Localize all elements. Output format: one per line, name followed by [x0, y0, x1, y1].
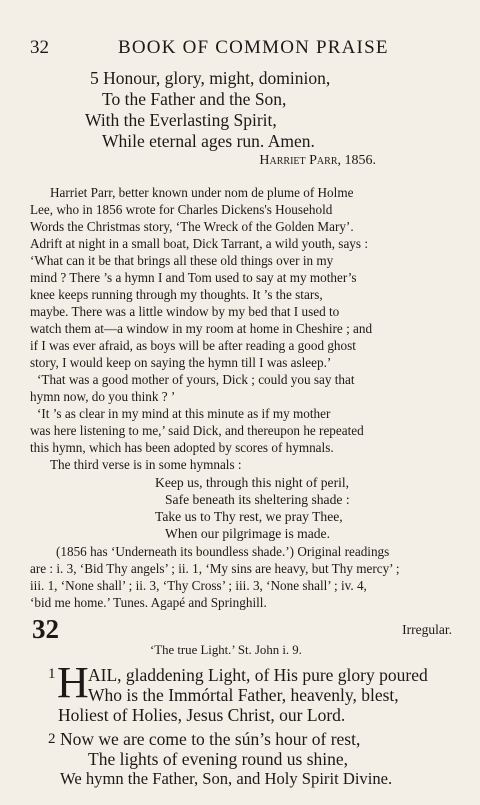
note-line: Adrift at night in a small boat, Dick Tarrant, a wild youth, says :: [30, 236, 368, 251]
quoted-verse-line: Keep us, through this night of peril,: [155, 475, 350, 490]
readings-line: (1856 has ‘Underneath its boundless shade.’) Original readings: [56, 544, 390, 559]
hymn-epigraph: ‘The true Light.’ St. John i. 9.: [150, 643, 302, 657]
hymn-line: The lights of evening round us shine,: [88, 749, 349, 769]
prev-hymn-line: With the Everlasting Spirit,: [85, 110, 277, 130]
note-line: watch them at—a window in my room at home in Cheshire ; and: [30, 321, 373, 336]
note-line: maybe. There was a little window by my bed that I used to: [30, 304, 340, 319]
hymn-line: Who is the Immórtal Father, heavenly, blest,: [88, 685, 399, 705]
note-line: ‘What can it be that brings all these old things over in my: [30, 253, 334, 268]
note-line: Harriet Parr, better known under nom de plume of Holme: [50, 185, 354, 200]
note-line: knee keeps running through my thoughts. It ’s the stars,: [30, 287, 323, 302]
prev-hymn-line: To the Father and the Son,: [102, 89, 287, 109]
hymn-line: Now we are come to the sún’s hour of rest,: [60, 729, 361, 749]
note-line: was here listening to me,’ said Dick, and thereupon he repeated: [30, 423, 364, 438]
hymn-meter: Irregular.: [402, 622, 452, 637]
note-line: hymn now, do you think ? ’: [30, 389, 176, 404]
page-number: 32: [30, 37, 49, 58]
note-line: Words the Christmas story, ‘The Wreck of the Golden Mary’.: [30, 219, 354, 234]
note-line: ‘That was a good mother of yours, Dick ; could you say that: [37, 372, 355, 387]
drop-cap: H: [57, 658, 89, 707]
note-line: this hymn, which has been adopted by scores of hymnals.: [30, 440, 334, 455]
note-line: if I was ever afraid, as boys will be after reading a good ghost: [30, 338, 356, 353]
hymn-line: We hymn the Father, Son, and Holy Spirit Divine.: [60, 769, 393, 788]
prev-hymn-line: 5 Honour, glory, might, dominion,: [90, 68, 331, 88]
hymn-line: Holiest of Holies, Jesus Christ, our Lord.: [58, 705, 346, 725]
note-line: mind ? There ’s a hymn I and Tom used to say at my mother’s: [30, 270, 357, 285]
note-line: Lee, who in 1856 wrote for Charles Dickens's Household: [30, 202, 333, 217]
readings-line: iii. 1, ‘None shall’ ; ii. 3, ‘Thy Cross’ ; iii. 3, ‘None shall’ ; iv. 4,: [30, 578, 367, 593]
note-line: The third verse is in some hymnals :: [50, 457, 242, 472]
prev-hymn-line: While eternal ages run. Amen.: [102, 131, 315, 151]
quoted-verse-line: Safe beneath its sheltering shade :: [165, 492, 350, 507]
hymn-line: AIL, gladdening Light, of His pure glory poured: [88, 665, 428, 685]
readings-line: ‘bid me home.’ Tunes. Agapé and Springhill.: [30, 595, 267, 610]
verse-number: 1: [48, 666, 56, 682]
running-title: BOOK OF COMMON PRAISE: [118, 37, 389, 58]
quoted-verse-line: When our pilgrimage is made.: [165, 526, 330, 541]
note-line: story, I would keep on saying the hymn till I was asleep.’: [30, 355, 332, 370]
quoted-verse-line: Take us to Thy rest, we pray Thee,: [155, 509, 343, 524]
note-line: ‘It ’s as clear in my mind at this minute as if my mother: [37, 406, 331, 421]
prev-hymn-author: Harriet Parr, 1856.: [259, 153, 376, 168]
verse-number: 2: [48, 731, 56, 747]
hymn-number: 32: [32, 614, 59, 644]
readings-line: are : i. 3, ‘Bid Thy angels’ ; ii. 1, ‘My sins are heavy, but Thy mercy’ ;: [30, 561, 400, 576]
